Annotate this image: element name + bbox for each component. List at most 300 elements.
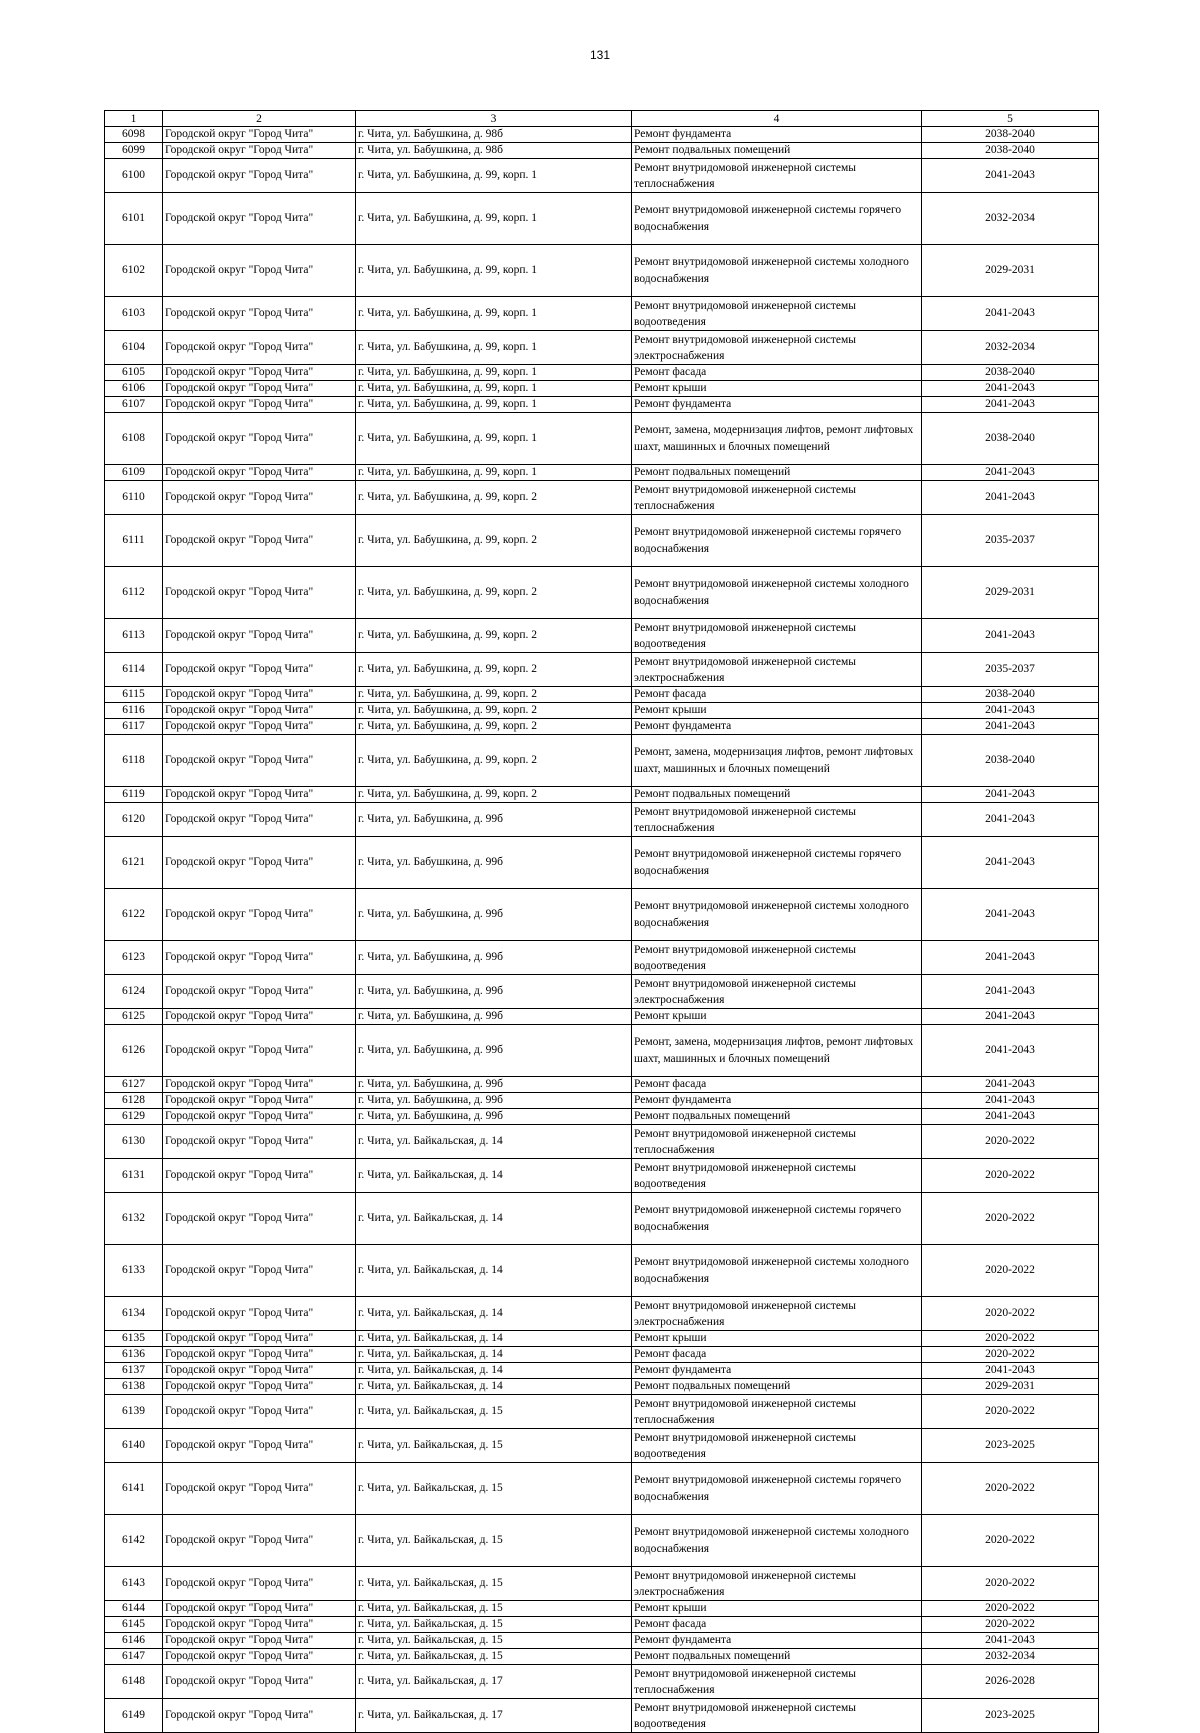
address-cell: г. Чита, ул. Байкальская, д. 15 — [356, 1429, 632, 1463]
row-number-cell: 6106 — [105, 381, 163, 397]
work-type-cell: Ремонт внутридомовой инженерной системы горячего водоснабжения — [632, 193, 922, 245]
period-cell: 2026-2028 — [922, 1665, 1099, 1699]
row-number-cell: 6117 — [105, 719, 163, 735]
row-number-cell: 6142 — [105, 1515, 163, 1567]
table-row — [105, 397, 1099, 413]
table-row — [105, 735, 1099, 787]
period-cell: 2029-2031 — [922, 567, 1099, 619]
row-number-cell: 6123 — [105, 941, 163, 975]
work-type-cell: Ремонт внутридомовой инженерной системы электроснабжения — [632, 1297, 922, 1331]
municipality-cell: Городской округ "Город Чита" — [163, 1699, 356, 1733]
municipality-cell: Городской округ "Город Чита" — [163, 413, 356, 465]
address-cell: г. Чита, ул. Бабушкина, д. 99, корп. 1 — [356, 397, 632, 413]
municipality-cell: Городской округ "Город Чита" — [163, 567, 356, 619]
work-type-cell: Ремонт внутридомовой инженерной системы водоотведения — [632, 941, 922, 975]
municipality-cell: Городской округ "Город Чита" — [163, 481, 356, 515]
address-cell: г. Чита, ул. Бабушкина, д. 98б — [356, 127, 632, 143]
municipality-cell: Городской округ "Город Чита" — [163, 1363, 356, 1379]
period-cell: 2023-2025 — [922, 1699, 1099, 1733]
work-type-cell: Ремонт, замена, модернизация лифтов, ремонт лифтовых шахт, машинных и блочных помещений — [632, 1025, 922, 1077]
municipality-cell: Городской округ "Город Чита" — [163, 331, 356, 365]
work-type-cell: Ремонт подвальных помещений — [632, 465, 922, 481]
table-row — [105, 1025, 1099, 1077]
row-number-cell: 6137 — [105, 1363, 163, 1379]
table-row — [105, 889, 1099, 941]
work-type-cell: Ремонт подвальных помещений — [632, 787, 922, 803]
address-cell: г. Чита, ул. Бабушкина, д. 99б — [356, 941, 632, 975]
address-cell: г. Чита, ул. Бабушкина, д. 99б — [356, 803, 632, 837]
column-header-5: 5 — [922, 111, 1099, 127]
period-cell: 2020-2022 — [922, 1245, 1099, 1297]
row-number-cell: 6105 — [105, 365, 163, 381]
row-number-cell: 6109 — [105, 465, 163, 481]
address-cell: г. Чита, ул. Байкальская, д. 14 — [356, 1379, 632, 1395]
row-number-cell: 6108 — [105, 413, 163, 465]
municipality-cell: Городской округ "Город Чита" — [163, 1125, 356, 1159]
municipality-cell: Городской округ "Город Чита" — [163, 941, 356, 975]
period-cell: 2020-2022 — [922, 1347, 1099, 1363]
municipality-cell: Городской округ "Город Чита" — [163, 703, 356, 719]
table-row — [105, 1515, 1099, 1567]
address-cell: г. Чита, ул. Байкальская, д. 14 — [356, 1159, 632, 1193]
work-type-cell: Ремонт внутридомовой инженерной системы теплоснабжения — [632, 1395, 922, 1429]
table-row — [105, 1429, 1099, 1463]
table-row — [105, 1109, 1099, 1125]
municipality-cell: Городской округ "Город Чита" — [163, 1093, 356, 1109]
work-type-cell: Ремонт внутридомовой инженерной системы горячего водоснабжения — [632, 837, 922, 889]
table-row — [105, 515, 1099, 567]
table-row — [105, 381, 1099, 397]
municipality-cell: Городской округ "Город Чита" — [163, 719, 356, 735]
address-cell: г. Чита, ул. Бабушкина, д. 99б — [356, 837, 632, 889]
municipality-cell: Городской округ "Город Чита" — [163, 465, 356, 481]
table-row — [105, 1331, 1099, 1347]
address-cell: г. Чита, ул. Бабушкина, д. 99, корп. 2 — [356, 481, 632, 515]
municipality-cell: Городской округ "Город Чита" — [163, 397, 356, 413]
table-row — [105, 1601, 1099, 1617]
address-cell: г. Чита, ул. Байкальская, д. 15 — [356, 1515, 632, 1567]
table-row — [105, 1699, 1099, 1733]
row-number-cell: 6135 — [105, 1331, 163, 1347]
municipality-cell: Городской округ "Город Чита" — [163, 803, 356, 837]
address-cell: г. Чита, ул. Бабушкина, д. 99б — [356, 1025, 632, 1077]
period-cell: 2041-2043 — [922, 803, 1099, 837]
municipality-cell: Городской округ "Город Чита" — [163, 1297, 356, 1331]
row-number-cell: 6138 — [105, 1379, 163, 1395]
municipality-cell: Городской округ "Город Чита" — [163, 515, 356, 567]
period-cell: 2041-2043 — [922, 397, 1099, 413]
row-number-cell: 6115 — [105, 687, 163, 703]
address-cell: г. Чита, ул. Байкальская, д. 14 — [356, 1297, 632, 1331]
table-header-row — [105, 111, 1099, 127]
municipality-cell: Городской округ "Город Чита" — [163, 619, 356, 653]
table-row — [105, 1347, 1099, 1363]
address-cell: г. Чита, ул. Бабушкина, д. 99, корп. 2 — [356, 687, 632, 703]
row-number-cell: 6102 — [105, 245, 163, 297]
work-type-cell: Ремонт фундамента — [632, 719, 922, 735]
work-type-cell: Ремонт внутридомовой инженерной системы водоотведения — [632, 297, 922, 331]
table-row — [105, 1077, 1099, 1093]
address-cell: г. Чита, ул. Бабушкина, д. 99, корп. 1 — [356, 297, 632, 331]
table-row — [105, 941, 1099, 975]
address-cell: г. Чита, ул. Бабушкина, д. 99, корп. 2 — [356, 515, 632, 567]
period-cell: 2032-2034 — [922, 193, 1099, 245]
period-cell: 2032-2034 — [922, 1649, 1099, 1665]
table-row — [105, 1245, 1099, 1297]
address-cell: г. Чита, ул. Байкальская, д. 15 — [356, 1395, 632, 1429]
row-number-cell: 6101 — [105, 193, 163, 245]
period-cell: 2023-2025 — [922, 1429, 1099, 1463]
address-cell: г. Чита, ул. Бабушкина, д. 99б — [356, 889, 632, 941]
work-type-cell: Ремонт внутридомовой инженерной системы холодного водоснабжения — [632, 567, 922, 619]
address-cell: г. Чита, ул. Бабушкина, д. 99, корп. 2 — [356, 567, 632, 619]
row-number-cell: 6130 — [105, 1125, 163, 1159]
table-row — [105, 1125, 1099, 1159]
address-cell: г. Чита, ул. Байкальская, д. 15 — [356, 1617, 632, 1633]
period-cell: 2020-2022 — [922, 1331, 1099, 1347]
address-cell: г. Чита, ул. Бабушкина, д. 99, корп. 2 — [356, 703, 632, 719]
address-cell: г. Чита, ул. Байкальская, д. 15 — [356, 1633, 632, 1649]
table-row — [105, 1159, 1099, 1193]
municipality-cell: Городской округ "Город Чита" — [163, 1515, 356, 1567]
table-row — [105, 1617, 1099, 1633]
municipality-cell: Городской округ "Город Чита" — [163, 735, 356, 787]
work-type-cell: Ремонт подвальных помещений — [632, 143, 922, 159]
table-row — [105, 1649, 1099, 1665]
address-cell: г. Чита, ул. Байкальская, д. 15 — [356, 1649, 632, 1665]
work-type-cell: Ремонт подвальных помещений — [632, 1109, 922, 1125]
period-cell: 2041-2043 — [922, 889, 1099, 941]
table-row — [105, 1297, 1099, 1331]
work-type-cell: Ремонт фундамента — [632, 397, 922, 413]
table-row — [105, 297, 1099, 331]
work-type-cell: Ремонт внутридомовой инженерной системы горячего водоснабжения — [632, 1193, 922, 1245]
table-row — [105, 787, 1099, 803]
work-type-cell: Ремонт внутридомовой инженерной системы водоотведения — [632, 619, 922, 653]
period-cell: 2020-2022 — [922, 1617, 1099, 1633]
work-type-cell: Ремонт внутридомовой инженерной системы водоотведения — [632, 1159, 922, 1193]
row-number-cell: 6131 — [105, 1159, 163, 1193]
address-cell: г. Чита, ул. Байкальская, д. 14 — [356, 1331, 632, 1347]
period-cell: 2038-2040 — [922, 127, 1099, 143]
row-number-cell: 6112 — [105, 567, 163, 619]
address-cell: г. Чита, ул. Бабушкина, д. 99, корп. 1 — [356, 331, 632, 365]
address-cell: г. Чита, ул. Бабушкина, д. 99, корп. 2 — [356, 735, 632, 787]
table-row — [105, 331, 1099, 365]
period-cell: 2038-2040 — [922, 413, 1099, 465]
row-number-cell: 6134 — [105, 1297, 163, 1331]
period-cell: 2020-2022 — [922, 1395, 1099, 1429]
period-cell: 2020-2022 — [922, 1297, 1099, 1331]
period-cell: 2035-2037 — [922, 653, 1099, 687]
period-cell: 2038-2040 — [922, 735, 1099, 787]
address-cell: г. Чита, ул. Бабушкина, д. 99, корп. 1 — [356, 381, 632, 397]
address-cell: г. Чита, ул. Байкальская, д. 14 — [356, 1347, 632, 1363]
column-header-2: 2 — [163, 111, 356, 127]
period-cell: 2041-2043 — [922, 1633, 1099, 1649]
row-number-cell: 6119 — [105, 787, 163, 803]
row-number-cell: 6136 — [105, 1347, 163, 1363]
work-type-cell: Ремонт фундамента — [632, 127, 922, 143]
work-type-cell: Ремонт подвальных помещений — [632, 1649, 922, 1665]
work-type-cell: Ремонт, замена, модернизация лифтов, ремонт лифтовых шахт, машинных и блочных помещений — [632, 735, 922, 787]
address-cell: г. Чита, ул. Бабушкина, д. 99, корп. 1 — [356, 413, 632, 465]
period-cell: 2041-2043 — [922, 297, 1099, 331]
address-cell: г. Чита, ул. Бабушкина, д. 99, корп. 2 — [356, 787, 632, 803]
row-number-cell: 6114 — [105, 653, 163, 687]
address-cell: г. Чита, ул. Бабушкина, д. 99, корп. 1 — [356, 465, 632, 481]
period-cell: 2020-2022 — [922, 1515, 1099, 1567]
work-type-cell: Ремонт внутридомовой инженерной системы водоотведения — [632, 1699, 922, 1733]
address-cell: г. Чита, ул. Бабушкина, д. 99, корп. 2 — [356, 719, 632, 735]
address-cell: г. Чита, ул. Бабушкина, д. 99б — [356, 1009, 632, 1025]
repair-schedule-table — [104, 110, 1099, 1733]
period-cell: 2041-2043 — [922, 1109, 1099, 1125]
work-type-cell: Ремонт внутридомовой инженерной системы электроснабжения — [632, 975, 922, 1009]
work-type-cell: Ремонт внутридомовой инженерной системы теплоснабжения — [632, 803, 922, 837]
row-number-cell: 6143 — [105, 1567, 163, 1601]
period-cell: 2035-2037 — [922, 515, 1099, 567]
municipality-cell: Городской округ "Город Чита" — [163, 1601, 356, 1617]
period-cell: 2041-2043 — [922, 719, 1099, 735]
period-cell: 2038-2040 — [922, 687, 1099, 703]
period-cell: 2041-2043 — [922, 619, 1099, 653]
address-cell: г. Чита, ул. Байкальская, д. 14 — [356, 1363, 632, 1379]
municipality-cell: Городской округ "Город Чита" — [163, 1331, 356, 1347]
address-cell: г. Чита, ул. Бабушкина, д. 99, корп. 1 — [356, 365, 632, 381]
work-type-cell: Ремонт фундамента — [632, 1363, 922, 1379]
row-number-cell: 6099 — [105, 143, 163, 159]
municipality-cell: Городской округ "Город Чита" — [163, 653, 356, 687]
row-number-cell: 6133 — [105, 1245, 163, 1297]
table-row — [105, 1009, 1099, 1025]
period-cell: 2041-2043 — [922, 837, 1099, 889]
period-cell: 2041-2043 — [922, 1009, 1099, 1025]
table-row — [105, 1363, 1099, 1379]
row-number-cell: 6126 — [105, 1025, 163, 1077]
municipality-cell: Городской округ "Город Чита" — [163, 787, 356, 803]
table-row — [105, 1379, 1099, 1395]
work-type-cell: Ремонт внутридомовой инженерной системы горячего водоснабжения — [632, 1463, 922, 1515]
table-row — [105, 1193, 1099, 1245]
period-cell: 2020-2022 — [922, 1601, 1099, 1617]
address-cell: г. Чита, ул. Байкальская, д. 14 — [356, 1193, 632, 1245]
work-type-cell: Ремонт фасада — [632, 1617, 922, 1633]
municipality-cell: Городской округ "Город Чита" — [163, 1633, 356, 1649]
table-row — [105, 1463, 1099, 1515]
row-number-cell: 6107 — [105, 397, 163, 413]
row-number-cell: 6129 — [105, 1109, 163, 1125]
column-header-1: 1 — [105, 111, 163, 127]
row-number-cell: 6118 — [105, 735, 163, 787]
period-cell: 2020-2022 — [922, 1193, 1099, 1245]
work-type-cell: Ремонт фасада — [632, 365, 922, 381]
table-body — [105, 127, 1099, 1733]
row-number-cell: 6098 — [105, 127, 163, 143]
municipality-cell: Городской округ "Город Чита" — [163, 193, 356, 245]
table-row — [105, 245, 1099, 297]
municipality-cell: Городской округ "Город Чита" — [163, 1193, 356, 1245]
period-cell: 2020-2022 — [922, 1567, 1099, 1601]
municipality-cell: Городской округ "Город Чита" — [163, 1617, 356, 1633]
work-type-cell: Ремонт внутридомовой инженерной системы теплоснабжения — [632, 481, 922, 515]
row-number-cell: 6125 — [105, 1009, 163, 1025]
work-type-cell: Ремонт внутридомовой инженерной системы электроснабжения — [632, 1567, 922, 1601]
row-number-cell: 6147 — [105, 1649, 163, 1665]
row-number-cell: 6111 — [105, 515, 163, 567]
municipality-cell: Городской округ "Город Чита" — [163, 143, 356, 159]
work-type-cell: Ремонт фасада — [632, 1347, 922, 1363]
municipality-cell: Городской округ "Город Чита" — [163, 1245, 356, 1297]
municipality-cell: Городской округ "Город Чита" — [163, 1395, 356, 1429]
work-type-cell: Ремонт крыши — [632, 703, 922, 719]
work-type-cell: Ремонт фасада — [632, 1077, 922, 1093]
period-cell: 2041-2043 — [922, 481, 1099, 515]
municipality-cell: Городской округ "Город Чита" — [163, 159, 356, 193]
address-cell: г. Чита, ул. Байкальская, д. 15 — [356, 1601, 632, 1617]
table-row — [105, 837, 1099, 889]
municipality-cell: Городской округ "Город Чита" — [163, 1429, 356, 1463]
work-type-cell: Ремонт подвальных помещений — [632, 1379, 922, 1395]
period-cell: 2029-2031 — [922, 245, 1099, 297]
municipality-cell: Городской округ "Город Чита" — [163, 297, 356, 331]
work-type-cell: Ремонт крыши — [632, 381, 922, 397]
work-type-cell: Ремонт внутридомовой инженерной системы холодного водоснабжения — [632, 1515, 922, 1567]
column-header-4: 4 — [632, 111, 922, 127]
row-number-cell: 6140 — [105, 1429, 163, 1463]
municipality-cell: Городской округ "Город Чита" — [163, 1347, 356, 1363]
address-cell: г. Чита, ул. Байкальская, д. 17 — [356, 1699, 632, 1733]
work-type-cell: Ремонт внутридомовой инженерной системы холодного водоснабжения — [632, 1245, 922, 1297]
work-type-cell: Ремонт фасада — [632, 687, 922, 703]
period-cell: 2041-2043 — [922, 787, 1099, 803]
address-cell: г. Чита, ул. Байкальская, д. 15 — [356, 1463, 632, 1515]
address-cell: г. Чита, ул. Бабушкина, д. 99б — [356, 1077, 632, 1093]
work-type-cell: Ремонт внутридомовой инженерной системы теплоснабжения — [632, 1125, 922, 1159]
municipality-cell: Городской округ "Город Чита" — [163, 889, 356, 941]
column-header-3: 3 — [356, 111, 632, 127]
period-cell: 2020-2022 — [922, 1463, 1099, 1515]
period-cell: 2041-2043 — [922, 1025, 1099, 1077]
row-number-cell: 6122 — [105, 889, 163, 941]
work-type-cell: Ремонт внутридомовой инженерной системы электроснабжения — [632, 653, 922, 687]
row-number-cell: 6113 — [105, 619, 163, 653]
table-row — [105, 619, 1099, 653]
row-number-cell: 6120 — [105, 803, 163, 837]
row-number-cell: 6132 — [105, 1193, 163, 1245]
municipality-cell: Городской округ "Город Чита" — [163, 1025, 356, 1077]
table-row — [105, 127, 1099, 143]
municipality-cell: Городской округ "Город Чита" — [163, 245, 356, 297]
work-type-cell: Ремонт крыши — [632, 1009, 922, 1025]
address-cell: г. Чита, ул. Бабушкина, д. 99б — [356, 975, 632, 1009]
work-type-cell: Ремонт внутридомовой инженерной системы водоотведения — [632, 1429, 922, 1463]
work-type-cell: Ремонт внутридомовой инженерной системы горячего водоснабжения — [632, 515, 922, 567]
municipality-cell: Городской округ "Город Чита" — [163, 1379, 356, 1395]
period-cell: 2041-2043 — [922, 1077, 1099, 1093]
period-cell: 2041-2043 — [922, 703, 1099, 719]
municipality-cell: Городской округ "Город Чита" — [163, 1665, 356, 1699]
work-type-cell: Ремонт крыши — [632, 1331, 922, 1347]
municipality-cell: Городской округ "Город Чита" — [163, 687, 356, 703]
table-row — [105, 1093, 1099, 1109]
period-cell: 2041-2043 — [922, 465, 1099, 481]
municipality-cell: Городской округ "Город Чита" — [163, 1009, 356, 1025]
work-type-cell: Ремонт крыши — [632, 1601, 922, 1617]
table-row — [105, 975, 1099, 1009]
address-cell: г. Чита, ул. Бабушкина, д. 99, корп. 1 — [356, 245, 632, 297]
work-type-cell: Ремонт, замена, модернизация лифтов, ремонт лифтовых шахт, машинных и блочных помещений — [632, 413, 922, 465]
work-type-cell: Ремонт внутридомовой инженерной системы холодного водоснабжения — [632, 245, 922, 297]
work-type-cell: Ремонт внутридомовой инженерной системы холодного водоснабжения — [632, 889, 922, 941]
municipality-cell: Городской округ "Город Чита" — [163, 1077, 356, 1093]
table-row — [105, 687, 1099, 703]
municipality-cell: Городской округ "Город Чита" — [163, 975, 356, 1009]
row-number-cell: 6110 — [105, 481, 163, 515]
row-number-cell: 6128 — [105, 1093, 163, 1109]
table-row — [105, 481, 1099, 515]
municipality-cell: Городской округ "Город Чита" — [163, 1649, 356, 1665]
table-row — [105, 1633, 1099, 1649]
municipality-cell: Городской округ "Город Чита" — [163, 127, 356, 143]
period-cell: 2029-2031 — [922, 1379, 1099, 1395]
address-cell: г. Чита, ул. Бабушкина, д. 99, корп. 2 — [356, 619, 632, 653]
table-row — [105, 567, 1099, 619]
address-cell: г. Чита, ул. Бабушкина, д. 99, корп. 1 — [356, 193, 632, 245]
work-type-cell: Ремонт внутридомовой инженерной системы теплоснабжения — [632, 1665, 922, 1699]
table-row — [105, 1567, 1099, 1601]
table-row — [105, 365, 1099, 381]
row-number-cell: 6103 — [105, 297, 163, 331]
row-number-cell: 6141 — [105, 1463, 163, 1515]
row-number-cell: 6145 — [105, 1617, 163, 1633]
row-number-cell: 6139 — [105, 1395, 163, 1429]
period-cell: 2041-2043 — [922, 941, 1099, 975]
row-number-cell: 6104 — [105, 331, 163, 365]
table-row — [105, 143, 1099, 159]
table-row — [105, 653, 1099, 687]
table-row — [105, 719, 1099, 735]
period-cell: 2041-2043 — [922, 1093, 1099, 1109]
municipality-cell: Городской округ "Город Чита" — [163, 365, 356, 381]
address-cell: г. Чита, ул. Бабушкина, д. 98б — [356, 143, 632, 159]
municipality-cell: Городской округ "Город Чита" — [163, 837, 356, 889]
period-cell: 2020-2022 — [922, 1125, 1099, 1159]
address-cell: г. Чита, ул. Бабушкина, д. 99б — [356, 1109, 632, 1125]
address-cell: г. Чита, ул. Бабушкина, д. 99, корп. 2 — [356, 653, 632, 687]
period-cell: 2041-2043 — [922, 381, 1099, 397]
address-cell: г. Чита, ул. Байкальская, д. 17 — [356, 1665, 632, 1699]
row-number-cell: 6124 — [105, 975, 163, 1009]
row-number-cell: 6116 — [105, 703, 163, 719]
period-cell: 2041-2043 — [922, 975, 1099, 1009]
municipality-cell: Городской округ "Город Чита" — [163, 381, 356, 397]
table-row — [105, 193, 1099, 245]
work-type-cell: Ремонт внутридомовой инженерной системы теплоснабжения — [632, 159, 922, 193]
table-row — [105, 1665, 1099, 1699]
table-row — [105, 465, 1099, 481]
address-cell: г. Чита, ул. Байкальская, д. 14 — [356, 1245, 632, 1297]
period-cell: 2038-2040 — [922, 365, 1099, 381]
period-cell: 2020-2022 — [922, 1159, 1099, 1193]
municipality-cell: Городской округ "Город Чита" — [163, 1567, 356, 1601]
period-cell: 2041-2043 — [922, 159, 1099, 193]
row-number-cell: 6149 — [105, 1699, 163, 1733]
row-number-cell: 6127 — [105, 1077, 163, 1093]
period-cell: 2041-2043 — [922, 1363, 1099, 1379]
address-cell: г. Чита, ул. Бабушкина, д. 99б — [356, 1093, 632, 1109]
work-type-cell: Ремонт фундамента — [632, 1633, 922, 1649]
